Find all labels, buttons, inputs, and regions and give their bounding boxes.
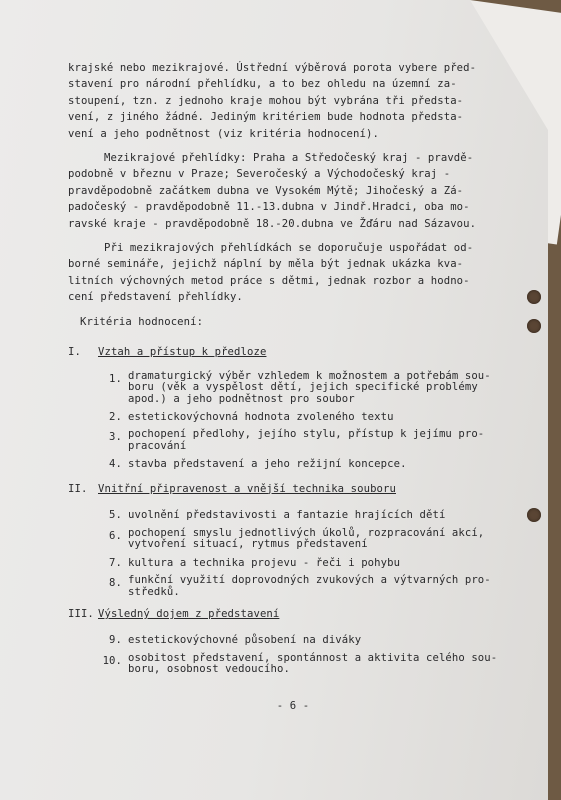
criteria-item-number: 2. bbox=[109, 411, 122, 423]
criteria-item-text: dramaturgický výběr vzhledem k možnostem a potřebám sou- boru (věk a vyspělost dětí, jejich specifické problémy apod.) a jeho podnětnost pro soubor bbox=[128, 369, 491, 405]
text-line: krajské nebo mezikrajové. Ústřední výběrová porota vybere před- bbox=[68, 62, 477, 74]
text-line: Mezikrajové přehlídky: Praha a Středočeský kraj - pravdě- bbox=[104, 152, 474, 165]
section-title: Vnitřní připravenost a vnější technika souboru bbox=[98, 482, 396, 495]
text-line: ravské kraje - pravděpodobně 18.-20.dubna ve Žďáru nad Sázavou. bbox=[68, 217, 477, 230]
section-title: Vztah a přístup k předloze bbox=[98, 346, 267, 359]
document-text bbox=[68, 60, 538, 714]
criteria-item-number: 6. bbox=[109, 529, 122, 542]
criteria-item-text: osobitost představení, spontánnost a aktivita celého sou- boru, osobnost vedoucího. bbox=[128, 651, 498, 676]
dates-paragraph bbox=[68, 150, 538, 232]
criteria-item bbox=[100, 632, 538, 648]
section-heading bbox=[68, 481, 538, 497]
criteria-item-text: funkční využití doprovodných zvukových a výtvarných pro- středků. bbox=[128, 574, 491, 598]
criteria-item bbox=[100, 371, 538, 406]
page-number: - 6 - bbox=[276, 699, 310, 712]
criteria-item-text: uvolnění představivosti a fantazie hrajících dětí bbox=[128, 509, 446, 522]
text-line: padočeský - pravděpodobně 11.-13.dubna v Jindř.Hradci, oba mo- bbox=[68, 201, 470, 214]
text-line: borné semináře, jejichž náplní by měla být jednak ukázka kva- bbox=[68, 258, 464, 271]
section-heading bbox=[68, 344, 538, 360]
criteria-item bbox=[100, 555, 538, 571]
criteria-item-number: 10. bbox=[102, 654, 122, 667]
criteria-item-text: stavba představení a jeho režijní koncepce. bbox=[128, 458, 407, 471]
criteria-item-number: 1. bbox=[109, 372, 122, 385]
criteria-item-number: 7. bbox=[109, 556, 122, 569]
criteria-item-number: 4. bbox=[109, 458, 122, 471]
criteria-item bbox=[100, 456, 538, 472]
criteria-item-number: 9. bbox=[109, 634, 122, 647]
criteria-item-number: 5. bbox=[109, 509, 122, 522]
section-heading bbox=[68, 606, 538, 622]
text-line: pravděpodobně začátkem dubna ve Vysokém Mýtě; Jihočeský a Zá- bbox=[68, 184, 464, 197]
text-line: stoupení, tzn. z jednoho kraje mohou být vybrána tři předsta- bbox=[68, 94, 464, 107]
section-number: I. bbox=[68, 346, 81, 359]
text-line: vení a jeho podnětnost (viz kritéria hodnocení). bbox=[68, 127, 379, 140]
criteria-item-text: estetickovýchovné působení na diváky bbox=[128, 634, 362, 647]
criteria-item-text: estetickovýchovná hodnota zvoleného textu bbox=[128, 411, 394, 423]
text-line: cení představení přehlídky. bbox=[68, 291, 243, 304]
criteria-item bbox=[100, 507, 538, 523]
criteria-item bbox=[100, 528, 538, 551]
criteria-item-text: pochopení předlohy, jejího stylu, přístup k jejímu pro- pracování bbox=[128, 428, 485, 452]
criteria-item-number: 3. bbox=[109, 431, 122, 444]
criteria-item-text: kultura a technika projevu - řeči i pohybu bbox=[128, 556, 401, 569]
section-number: III. bbox=[68, 608, 94, 621]
criteria-item bbox=[100, 409, 538, 425]
criteria-item bbox=[100, 429, 538, 452]
intro-paragraph bbox=[68, 60, 538, 142]
text-line: Při mezikrajových přehlídkách se doporučuje uspořádat od- bbox=[104, 242, 474, 255]
criteria-sections bbox=[68, 344, 538, 676]
criteria-item-text: pochopení smyslu jednotlivých úkolů, rozpracování akcí, vytvoření situací, rytmus představení bbox=[128, 526, 485, 551]
criteria-item-number: 8. bbox=[109, 577, 122, 590]
text-line: litních výchovných metod práce s dětmi, jednak rozbor a hodno- bbox=[68, 274, 470, 287]
text-line: stavení pro národní přehlídku, a to bez ohledu na územní za- bbox=[68, 78, 457, 91]
criteria-item bbox=[100, 575, 538, 598]
criteria-heading: Kritéria hodnocení: bbox=[80, 315, 204, 328]
text-line: vení, z jiného žádné. Jediným kritériem bude hodnota předsta- bbox=[68, 111, 464, 124]
seminar-paragraph bbox=[68, 240, 538, 306]
section-title: Výsledný dojem z představení bbox=[98, 608, 280, 621]
text-line: podobně v březnu v Praze; Severočeský a Východočeský kraj - bbox=[68, 168, 451, 181]
section-number: II. bbox=[68, 482, 88, 495]
criteria-item bbox=[100, 653, 538, 676]
